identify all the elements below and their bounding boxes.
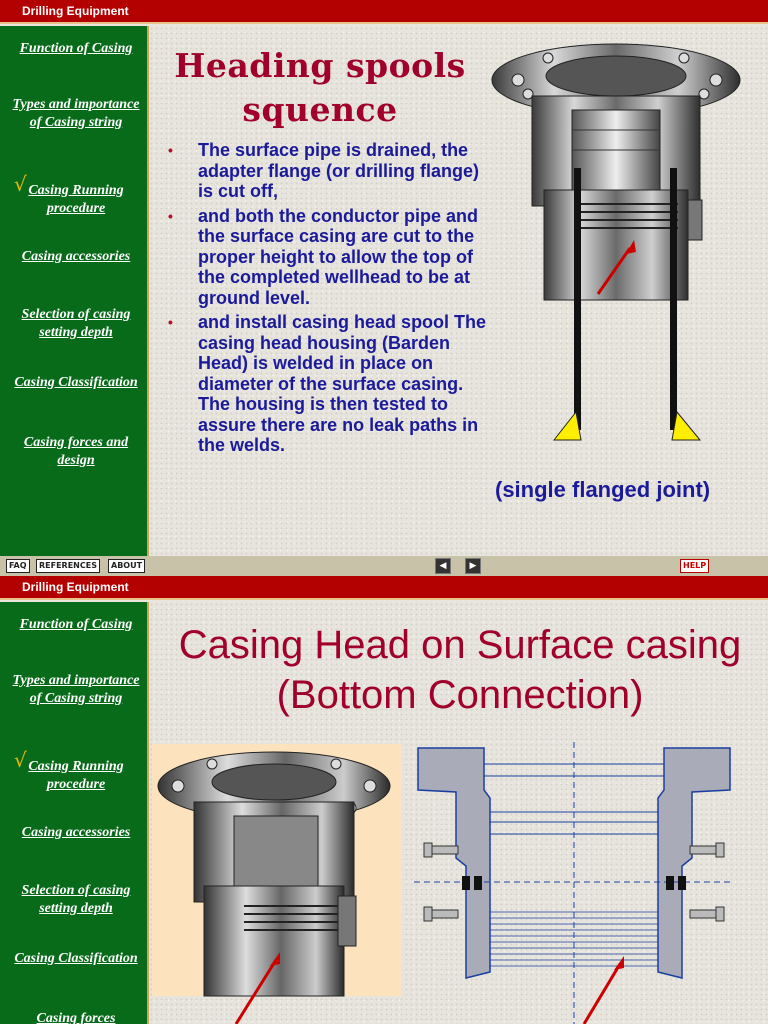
slide-title: Heading spools squence <box>174 46 466 129</box>
help-button[interactable]: HELP <box>680 559 709 573</box>
sidebar-item-classification[interactable]: Casing Classification <box>14 375 138 390</box>
header-bar <box>0 0 768 24</box>
sidebar <box>0 602 149 1024</box>
image-caption: (single flanged joint) <box>495 477 711 502</box>
sidebar-item-types-importance[interactable]: Types and importance of Casing string <box>12 97 140 130</box>
sidebar-item-casing-accessories[interactable]: Casing accessories <box>21 249 131 264</box>
sidebar-item-forces-design[interactable]: Casing forces and design <box>23 435 129 468</box>
next-arrow-icon[interactable]: ▶ <box>465 558 481 574</box>
sidebar <box>0 26 149 556</box>
sidebar-item-classification[interactable]: Casing Classification <box>14 951 138 966</box>
sidebar-item-function-of-casing[interactable]: Function of Casing <box>19 617 133 632</box>
bullet-list <box>168 140 498 460</box>
sidebar-item-forces[interactable]: Casing forces <box>36 1011 116 1024</box>
sidebar-item-types-importance[interactable]: Types and importance of Casing string <box>12 673 140 706</box>
about-button[interactable]: ABOUT <box>108 559 145 573</box>
header-bar <box>0 576 768 600</box>
slide-title: Casing Head on Surface casing (Bottom Connection) <box>178 623 742 717</box>
prev-arrow-icon[interactable]: ◀ <box>435 558 451 574</box>
sidebar-item-function-of-casing[interactable]: Function of Casing <box>19 41 133 56</box>
bullet-item: • and install casing head spool The casing head housing (Barden Head) is welded in place on diameter of the surface casing. The housing is then tested to assure there are no leak paths in the welds. <box>168 312 498 456</box>
casing-head-cross-section-diagram <box>414 742 740 1024</box>
sidebar-item-selection-depth[interactable]: Selection of casing setting depth <box>21 307 131 340</box>
bottom-nav-bar <box>0 556 768 576</box>
checkmark-icon: √ <box>14 172 27 196</box>
casing-head-photo <box>156 746 400 1024</box>
bullet-item: • and both the conductor pipe and the surface casing are cut to the proper height to allow the top of the completed wellhead to be at ground level. <box>168 206 498 309</box>
casing-head-illustration <box>488 40 748 450</box>
faq-button[interactable]: FAQ <box>6 559 30 573</box>
checkmark-icon: √ <box>14 748 27 772</box>
sidebar-item-casing-accessories[interactable]: Casing accessories <box>21 825 131 840</box>
bullet-item: • The surface pipe is drained, the adapter flange (or drilling flange) is cut off, <box>168 140 498 202</box>
sidebar-item-casing-running[interactable]: Casing Running procedure <box>28 183 124 216</box>
sidebar-item-casing-running[interactable]: Casing Running procedure <box>28 759 124 792</box>
sidebar-item-selection-depth[interactable]: Selection of casing setting depth <box>21 883 131 916</box>
header-title: Drilling Equipment <box>22 580 129 594</box>
references-button[interactable]: REFERENCES <box>36 559 100 573</box>
header-title: Drilling Equipment <box>22 4 129 18</box>
